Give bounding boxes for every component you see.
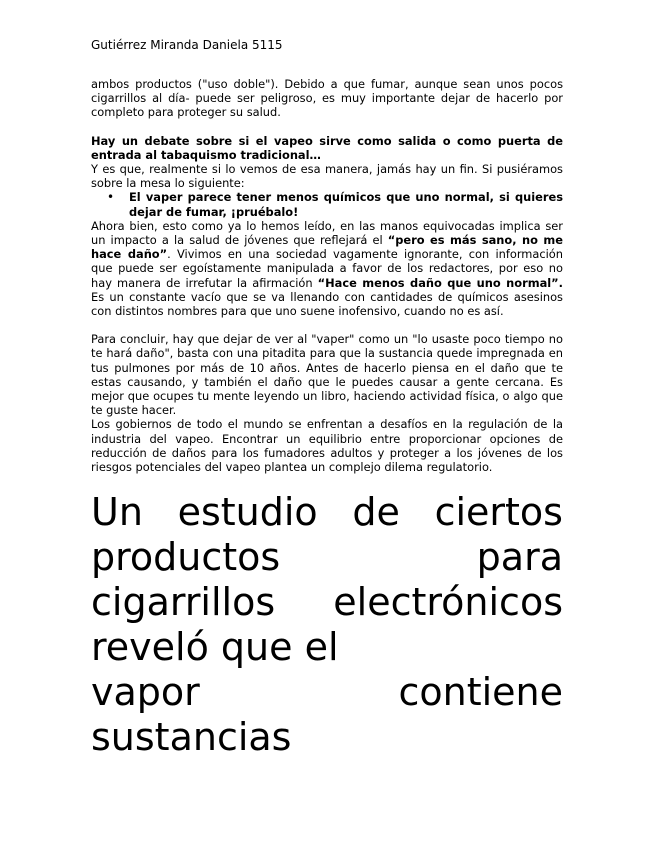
large-text-line-4: reveló que el <box>91 625 339 669</box>
paragraph-3-part-b: . Vivimos en una sociedad vagamente ignorante, con información que puede ser egoístamente manipulada a favor de los redactores, por eso no hay manera de irrefutar la afirmación <box>91 247 563 290</box>
quote-mas-sano: “pero es más sano, no me hace daño” <box>91 233 563 262</box>
debate-heading <box>91 134 563 162</box>
large-text-block <box>91 490 563 760</box>
paragraph-3-part-a: Ahora bien, esto como ya lo hemos leído, en las manos equivocadas implica ser un impacto a la salud de jóvenes que reflejará el <box>91 218 563 248</box>
large-text-line-5: vapor contiene <box>91 670 563 714</box>
debate-heading-text: Hay un debate sobre si el vapeo sirve como salida o como puerta de entrada al tabaquismo tradicional… <box>91 133 563 162</box>
paragraph-1: ambos productos ("uso doble"). Debido a que fumar, aunque sean unos pocos cigarrillos al día- puede ser peligroso, es muy importante dejar de hacerlo por completo para proteger su salud. <box>91 77 563 120</box>
page-header-author: Gutiérrez Miranda Daniela 5115 <box>91 38 283 52</box>
large-text-line-1: Un estudio de ciertos <box>91 490 563 534</box>
document-body <box>91 77 563 474</box>
paragraph-gap <box>91 318 563 332</box>
large-text-line-6: sustancias <box>91 715 292 759</box>
large-text-line-2: productos para <box>91 535 563 579</box>
paragraph-3 <box>91 219 563 318</box>
paragraph-4: Para concluir, hay que dejar de ver al "vaper" como un "lo usaste poco tiempo no te hará daño", basta con una pitadita para que la sustancia quede impregnada en tus pulmones por más de 10 años. Antes de hacerlo piensa en el daño que te estas causando, y también el daño que le puedes causar a gente cercana. Es mejor que ocupes tu mente leyendo un libro, haciendo actividad física, o algo que te guste hacer. <box>91 332 563 418</box>
paragraph-gap <box>91 120 563 134</box>
paragraph-2: Y es que, realmente si lo vemos de esa manera, jamás hay un fin. Si pusiéramos sobre la mesa lo siguiente: <box>91 162 563 191</box>
large-text-line-3: cigarrillos electrónicos <box>91 580 563 624</box>
bullet-item-text: El vaper parece tener menos químicos que uno normal, si quieres dejar de fumar, ¡pruébalo! <box>129 190 563 219</box>
paragraph-3-part-c: Es un constante vacío que se va llenando con cantidades de químicos asesinos con distintos nombres para que uno suene inofensivo, cuando no es así. <box>91 289 563 319</box>
quote-menos-dano: “Hace menos daño que uno normal”. <box>317 275 563 290</box>
paragraph-5: Los gobiernos de todo el mundo se enfrentan a desafíos en la regulación de la industria del vapeo. Encontrar un equilibrio entre proporcionar opciones de reducción de daños para los fumadores adultos y proteger a los jóvenes de los riesgos potenciales del vapeo plantea un complejo dilema regulatorio. <box>91 417 563 475</box>
bullet-item <box>129 190 563 218</box>
bullet-list <box>91 190 563 218</box>
